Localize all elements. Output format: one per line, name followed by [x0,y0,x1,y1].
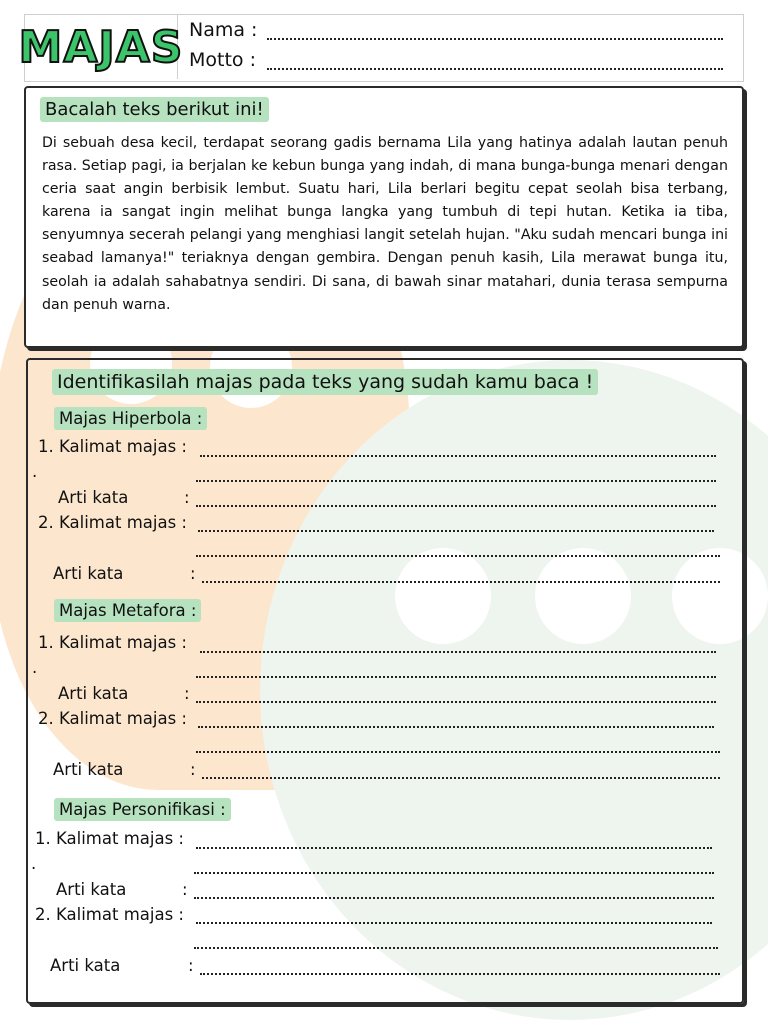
stray-dot: . [32,658,38,677]
personifikasi-arti2-label: Arti kata [50,956,121,975]
personifikasi-item2-label: 2. Kalimat majas : [35,905,184,924]
metafora-item2-line2[interactable] [196,751,720,753]
metafora-item1-line1[interactable] [200,651,716,653]
nama-line[interactable] [189,19,257,41]
metafora-item1-line2[interactable] [196,676,716,678]
logo-box [18,15,184,79]
hiperbola-arti2-colon: : [190,564,196,583]
reading-title: Bacalah teks berikut ini! [40,97,269,122]
hiperbola-arti1-line[interactable] [196,505,716,507]
metafora-item2-label: 2. Kalimat majas : [38,709,187,728]
reading-text: Di sebuah desa kecil, terdapat seorang gadis bernama Lila yang hatinya adalah lautan penuh rasa. Setiap pagi, ia berjalan ke kebun bunga yang indah, di mana bunga-bunga menari dengan ceria saat angin berbisik lembut. Suatu hari, Lila berlari begitu cepat seolah bisa terbang, karena ia sangat ingin melihat bunga langka yang tumbuh di tepi hutan. Ketika ia tiba, senyumnya secerah pelangi yang menghiasi langit setelah hujan. "Aku sudah mencari bunga ini seabad lamanya!" teriaknya dengan gembira. Dengan penuh kasih, Lila merawat bunga itu, seolah ia adalah sahabatnya sendiri. Di sana, di bawah sinar matahari, dunia terasa sempurna dan penuh warna. [42,135,728,313]
hiperbola-item2-line2[interactable] [196,555,720,557]
worksheet-title: Identifikasilah majas pada teks yang sudah kamu baca ! [52,369,598,395]
reading-box [24,86,744,348]
personifikasi-item1-line2[interactable] [194,872,714,874]
hiperbola-item1-line1[interactable] [200,455,716,457]
hiperbola-arti2-line[interactable] [202,581,720,583]
hiperbola-item2-line1[interactable] [198,530,714,532]
stray-dot: . [31,854,37,873]
metafora-arti2-label: Arti kata [53,760,124,779]
hiperbola-item2-label: 2. Kalimat majas : [38,513,187,532]
metafora-arti2-colon: : [190,760,196,779]
metafora-arti2-line[interactable] [202,777,720,779]
worksheet-box [26,358,744,1004]
hiperbola-arti1-colon: : [184,488,190,507]
personifikasi-item1-line1[interactable] [196,847,712,849]
motto-fill-line[interactable] [267,68,723,70]
personifikasi-arti2-line[interactable] [200,973,720,975]
motto-label: Motto : [189,49,256,71]
logo: MAJAS [18,21,184,73]
metafora-item2-line1[interactable] [198,726,714,728]
personifikasi-arti1-colon: : [182,880,188,899]
metafora-arti1-line[interactable] [196,701,716,703]
hiperbola-arti2-label: Arti kata [53,564,124,583]
personifikasi-arti2-colon: : [188,956,194,975]
metafora-arti1-colon: : [184,684,190,703]
metafora-arti1-label: Arti kata [58,684,129,703]
hiperbola-item1-line2[interactable] [196,480,716,482]
hiperbola-item1-label: 1. Kalimat majas : [38,437,187,456]
personifikasi-arti1-label: Arti kata [56,880,127,899]
personifikasi-item2-line1[interactable] [196,922,712,924]
motto-line[interactable] [189,49,256,71]
hiperbola-arti1-label: Arti kata [58,488,129,507]
section-title-personifikasi: Majas Personifikasi : [54,798,231,821]
personifikasi-arti1-line[interactable] [194,897,714,899]
header [18,14,744,82]
personifikasi-item2-line2[interactable] [194,947,718,949]
stray-dot: . [32,462,38,481]
section-title-metafora: Majas Metafora : [54,599,201,622]
metafora-item1-label: 1. Kalimat majas : [38,633,187,652]
section-title-hiperbola: Majas Hiperbola : [54,407,207,430]
nama-fill-line[interactable] [267,38,723,40]
personifikasi-item1-label: 1. Kalimat majas : [35,829,184,848]
nama-label: Nama : [189,19,258,41]
